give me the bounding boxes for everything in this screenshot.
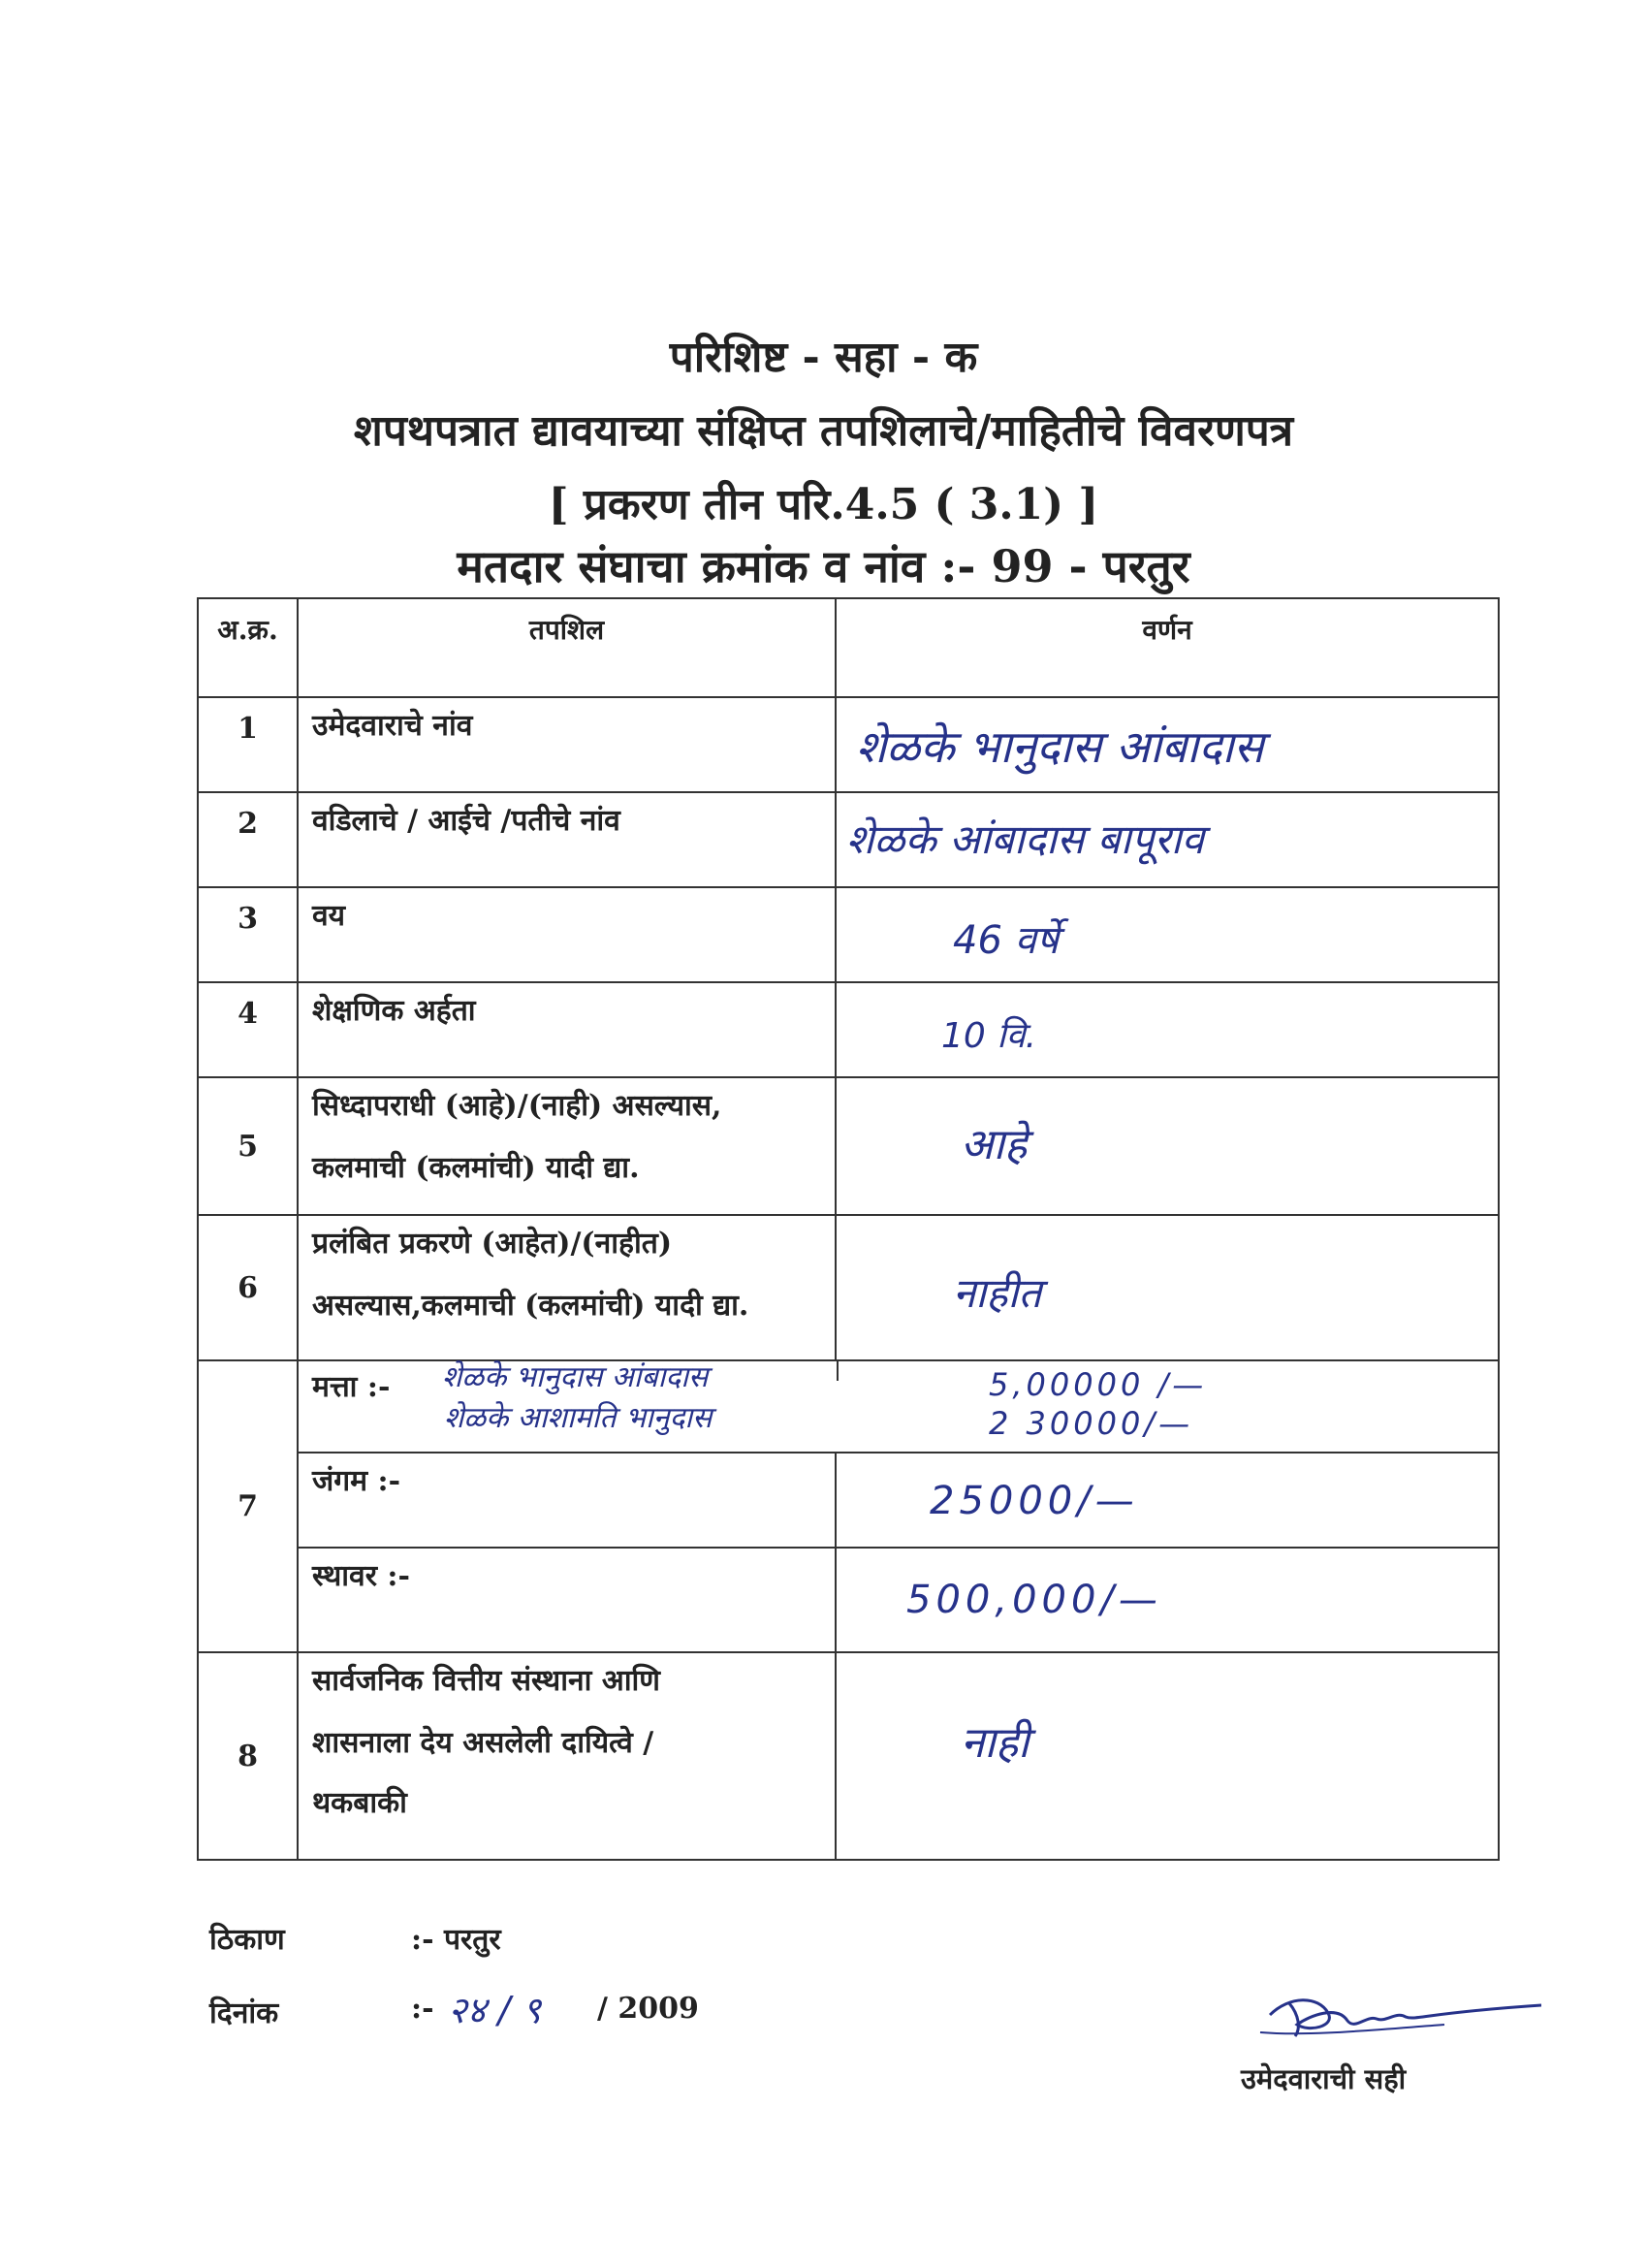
table-row — [198, 1652, 1499, 1860]
field-value — [836, 697, 1499, 792]
assets-row — [298, 1360, 1499, 1453]
field-label: वडिलाचे / आईचे /पतीचे नांव — [298, 792, 836, 887]
field-label: वय — [298, 887, 836, 982]
handwritten-education: 10 वि. — [941, 1016, 1037, 1056]
handwritten-immovable-assets: 500,000/— — [906, 1578, 1162, 1622]
serial-number: 1 — [198, 697, 298, 792]
field-value — [836, 1215, 1499, 1360]
table-row — [198, 1548, 1499, 1652]
serial-number: 8 — [198, 1652, 298, 1860]
handwritten-date: २४ / ९ — [448, 1989, 542, 2031]
serial-number: 6 — [198, 1215, 298, 1360]
table-row — [198, 792, 1499, 887]
field-value — [836, 1453, 1499, 1548]
handwritten-asset-amount-2: 2 30000/— — [989, 1405, 1194, 1442]
handwritten-father-name: शेळके आंबादास बापूराव — [846, 815, 1204, 863]
field-value — [836, 982, 1499, 1077]
place-value: :- परतुर — [411, 1923, 501, 1957]
handwritten-asset-holder-1: शेळके भानुदास आंबादास — [442, 1360, 709, 1394]
chapter-reference: [ प्रकरण तीन परि.4.5 ( 3.1) ] — [548, 480, 1099, 529]
field-label: सार्वजनिक वित्तीय संस्थाना आणि शासनाला देय असलेली दायित्वे / थकबाकी — [298, 1652, 836, 1860]
field-value — [836, 792, 1499, 887]
constituency-title: मतदार संघाचा क्रमांक व नांव :- 99 - परतुर — [457, 540, 1190, 592]
table-row — [198, 982, 1499, 1077]
header-serial: अ.क्र. — [198, 598, 298, 697]
handwritten-asset-amount-1: 5,00000 /— — [989, 1366, 1208, 1403]
handwritten-asset-holder-2: शेळके आशामति भानुदास — [444, 1401, 713, 1435]
table-header-row — [198, 598, 1499, 697]
field-value — [836, 1548, 1499, 1652]
table-row — [198, 1215, 1499, 1360]
field-value — [836, 1077, 1499, 1215]
handwritten-age: 46 वर्षे — [953, 918, 1059, 963]
date-label: दिनांक — [209, 1996, 279, 2030]
handwritten-convicted: आहे — [961, 1120, 1028, 1169]
field-value — [836, 887, 1499, 982]
field-label: सिध्दापराधी (आहे)/(नाही) असल्यास, कलमाची (कलमांची) यादी द्या. — [298, 1077, 836, 1215]
column-divider — [837, 1361, 839, 1381]
place-label: ठिकाण — [209, 1923, 285, 1957]
handwritten-candidate-name: शेळके भानुदास आंबादास — [856, 720, 1264, 773]
table-row — [198, 887, 1499, 982]
serial-number: 5 — [198, 1077, 298, 1215]
table-row — [198, 1077, 1499, 1215]
table-row — [198, 697, 1499, 792]
table-row — [198, 1453, 1499, 1548]
serial-number: 7 — [198, 1360, 298, 1652]
field-value — [836, 1652, 1499, 1860]
field-label: उमेदवाराचे नांव — [298, 697, 836, 792]
field-label: शेक्षणिक अर्हता — [298, 982, 836, 1077]
date-prefix: :- — [411, 1992, 434, 2026]
serial-number: 2 — [198, 792, 298, 887]
details-table — [197, 597, 1500, 1861]
field-label: प्रलंबित प्रकरणे (आहेत)/(नाहीत) असल्यास,कलमाची (कलमांची) यादी द्या. — [298, 1215, 836, 1360]
date-year: / 2009 — [597, 1992, 699, 2026]
header-description: वर्णन — [836, 598, 1499, 697]
field-label: जंगम :- — [298, 1453, 836, 1548]
form-title: शपथपत्रात द्यावयाच्या संक्षिप्त तपशिलाचे/माहितीचे विवरणपत्र — [353, 406, 1294, 456]
table-row — [198, 1360, 1499, 1453]
handwritten-movable-assets: 25000/— — [930, 1479, 1139, 1523]
serial-number: 4 — [198, 982, 298, 1077]
header-details: तपशिल — [298, 598, 836, 697]
signature-label: उमेदवाराची सही — [1241, 2062, 1407, 2095]
appendix-title: परिशिष्ट - सहा - क — [669, 333, 978, 382]
assets-label: मत्ता :- — [312, 1370, 391, 1404]
handwritten-liabilities: नाही — [961, 1718, 1029, 1768]
handwritten-pending-cases: नाहीत — [953, 1269, 1042, 1317]
field-label: स्थावर :- — [298, 1548, 836, 1652]
candidate-signature — [1251, 1986, 1541, 2054]
serial-number: 3 — [198, 887, 298, 982]
